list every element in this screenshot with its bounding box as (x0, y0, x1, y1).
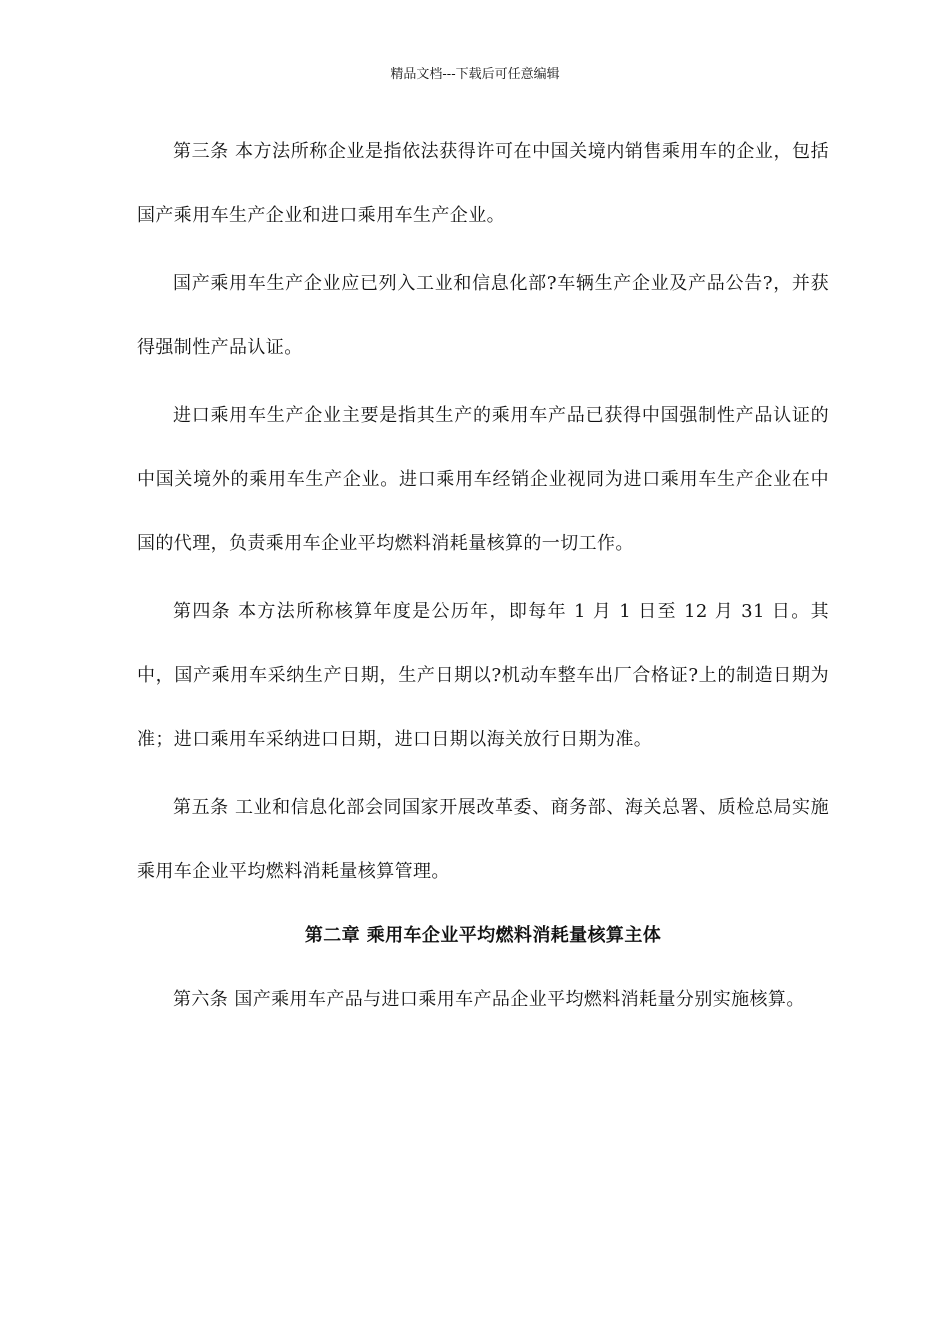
article-5-paragraph: 第五条 工业和信息化部会同国家开展改革委、商务部、海关总署、质检总局实施乘用车企业平均燃料消耗量核算管理。 (137, 797, 829, 882)
domestic-manufacturer-paragraph: 国产乘用车生产企业应已列入工业和信息化部?车辆生产企业及产品公告?，并获得强制性产品认证。 (137, 273, 829, 358)
chapter-heading: 第二章 乘用车企业平均燃料消耗量核算主体 (304, 925, 662, 946)
article-6-paragraph: 第六条 国产乘用车产品与进口乘用车产品企业平均燃料消耗量分别实施核算。 (173, 989, 805, 1010)
article-3-paragraph: 第三条 本方法所称企业是指依法获得许可在中国关境内销售乘用车的企业，包括国产乘用车生产企业和进口乘用车生产企业。 (137, 141, 829, 226)
document-body (137, 120, 829, 1032)
article-4-paragraph: 第四条 本方法所称核算年度是公历年，即每年 1 月 1 日至 12 月 31 日。其中，国产乘用车采纳生产日期，生产日期以?机动车整车出厂合格证?上的制造日期为准；进口乘用车采纳进口日期，进口日期以海关放行日期为准。 (137, 601, 829, 750)
import-manufacturer-paragraph: 进口乘用车生产企业主要是指其生产的乘用车产品已获得中国强制性产品认证的中国关境外的乘用车生产企业。进口乘用车经销企业视同为进口乘用车生产企业在中国的代理，负责乘用车企业平均燃料消耗量核算的一切工作。 (137, 405, 829, 554)
page-header: 精品文档---下载后可任意编辑 (390, 67, 560, 82)
